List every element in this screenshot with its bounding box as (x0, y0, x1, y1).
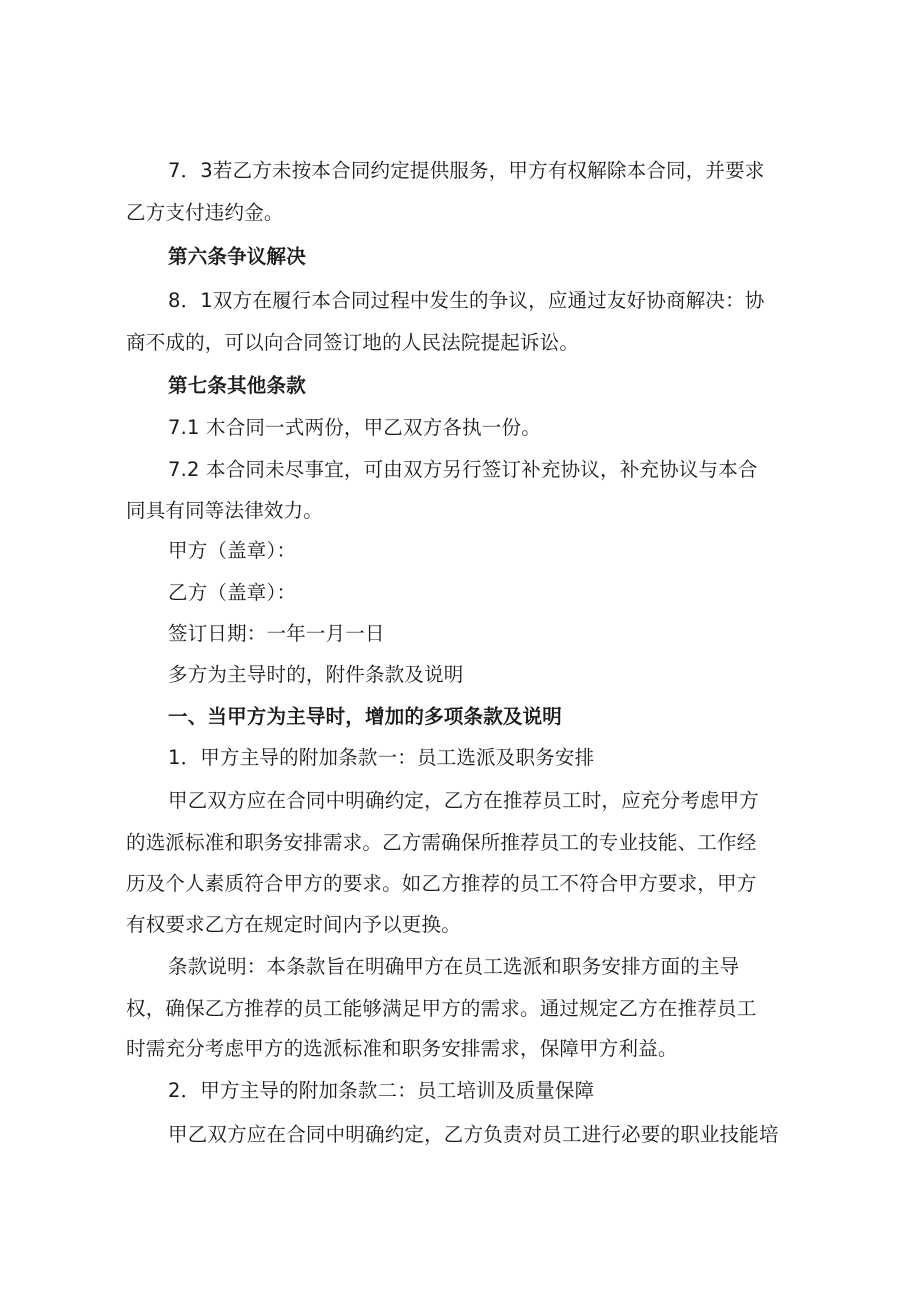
party-b-seal: 乙方（盖章）： (168, 581, 297, 604)
clause-explanation-line-1: 条款说明：本条款旨在明确甲方在员工选派和职务安排方面的主导 (168, 955, 740, 978)
clause-explanation-line-3: 时需充分考虑甲方的选派标准和职务安排需求，保障甲方利益。 (126, 1037, 678, 1060)
additional-clause-1-body-line-4: 有权要求乙方在规定时间内予以更换。 (126, 913, 461, 936)
additional-clause-1-body-line-3: 历及个人素质符合甲方的要求。如乙方推荐的员工不符合甲方要求，甲方 (126, 872, 757, 895)
additional-clause-1-body-line-1: 甲乙双方应在合同中明确约定，乙方在推荐员工时，应充分考虑甲方 (168, 789, 760, 812)
clause-8-1-line-2: 商不成的，可以向合同签订地的人民法院提起诉讼。 (126, 331, 580, 354)
additional-clause-2-title: 2．甲方主导的附加条款二：员工培训及质量保障 (168, 1079, 595, 1102)
clause-7-3-line-1: 7．3若乙方未按本合同约定提供服务，甲方有权解除本合同，并要求 (168, 159, 765, 182)
appendix-intro: 多方为主导时的，附件条款及说明 (168, 663, 464, 686)
party-a-seal: 甲方（盖章）： (168, 539, 297, 562)
clause-8-1-line-1: 8．1双方在履行本合同过程中发生的争议，应通过友好协商解决：协 (168, 289, 765, 312)
sign-date: 签订日期：一年一月一日 (168, 622, 385, 645)
clause-7-3-line-2: 乙方支付违约金。 (126, 201, 284, 224)
additional-clause-1-title: 1．甲方主导的附加条款一：员工选派及职务安排 (168, 746, 595, 769)
clause-7-2-line-1: 7.2 本合同未尽事宜，可由双方另行签订补充协议，补充协议与本合 (168, 458, 758, 481)
section-heading-article-6: 第六条争议解决 (168, 245, 306, 268)
additional-clause-1-body-line-2: 的选派标准和职务安排需求。乙方需确保所推荐员工的专业技能、工作经 (126, 831, 757, 854)
clause-explanation-line-2: 权，确保乙方推荐的员工能够满足甲方的需求。通过规定乙方在推荐员工 (126, 997, 757, 1020)
additional-clause-2-body-line-1: 甲乙双方应在合同中明确约定，乙方负责对员工进行必要的职业技能培 (168, 1123, 779, 1146)
section-heading-party-a-leading: 一、当甲方为主导时，增加的多项条款及说明 (168, 705, 563, 728)
clause-7-2-line-2: 同具有同等法律效力。 (126, 499, 324, 522)
clause-7-1: 7.1 木合同一式两份，甲乙双方各执一份。 (168, 416, 541, 439)
section-heading-article-7: 第七条其他条款 (168, 374, 306, 397)
